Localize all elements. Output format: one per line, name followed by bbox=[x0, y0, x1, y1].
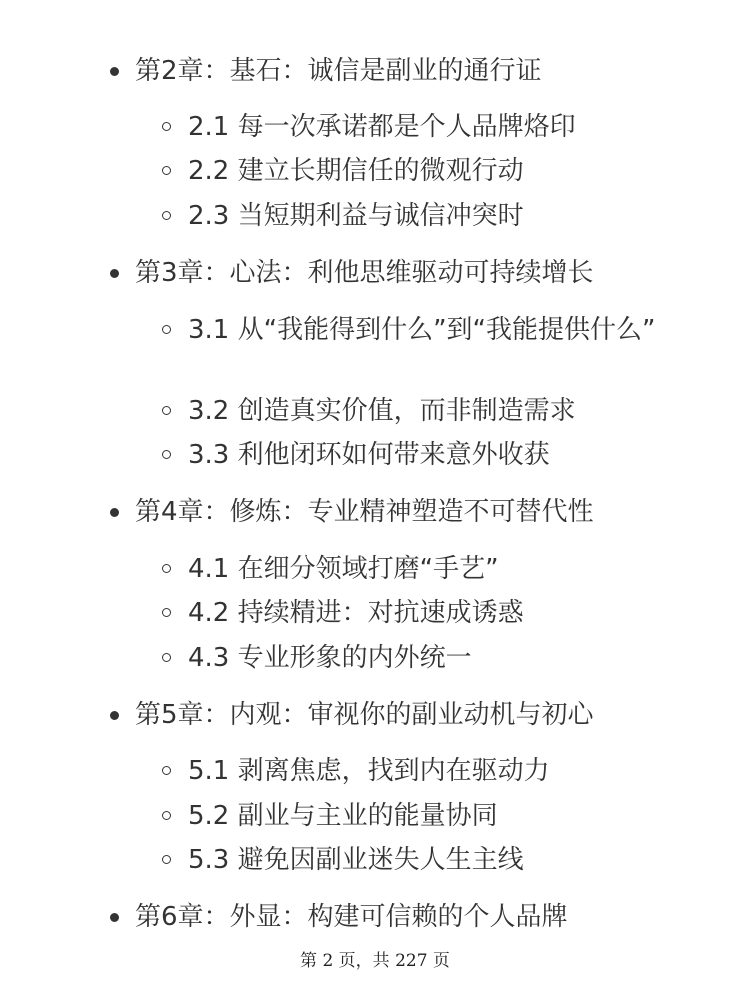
chapter-title: 第4章：修炼：专业精神塑造不可替代性 bbox=[135, 497, 594, 527]
chapter-title: 第6章：外显：构建可信赖的个人品牌 bbox=[135, 902, 568, 932]
section-title: 4.2 持续精进：对抗速成诱惑 bbox=[188, 598, 524, 628]
bullet-circle-icon bbox=[162, 855, 171, 864]
bullet-circle-icon bbox=[162, 811, 171, 820]
chapter-title: 第5章：内观：审视你的副业动机与初心 bbox=[135, 700, 594, 730]
bullet-circle-icon bbox=[162, 766, 171, 775]
section-title: 3.2 创造真实价值，而非制造需求 bbox=[188, 396, 576, 426]
chapter-item[interactable] bbox=[0, 897, 750, 937]
section-title: 3.3 利他闭环如何带来意外收获 bbox=[188, 440, 550, 470]
bullet-circle-icon bbox=[162, 166, 171, 175]
chapter-item[interactable] bbox=[0, 51, 750, 91]
page-number-footer: 第 2 页，共 227 页 bbox=[300, 951, 450, 971]
bullet-circle-icon bbox=[162, 564, 171, 573]
bullet-circle-icon bbox=[162, 211, 171, 220]
bullet-circle-icon bbox=[162, 406, 171, 415]
bullet-disc-icon bbox=[110, 913, 119, 922]
section-title: 3.1 从“我能得到什么”到“我能提供什么” bbox=[188, 315, 656, 345]
bullet-disc-icon bbox=[110, 67, 119, 76]
section-title: 2.3 当短期利益与诚信冲突时 bbox=[188, 201, 524, 231]
chapter-title: 第3章：心法：利他思维驱动可持续增长 bbox=[135, 258, 594, 288]
bullet-circle-icon bbox=[162, 122, 171, 131]
section-title: 2.2 建立长期信任的微观行动 bbox=[188, 156, 524, 186]
bullet-disc-icon bbox=[110, 508, 119, 517]
bullet-disc-icon bbox=[110, 711, 119, 720]
bullet-circle-icon bbox=[162, 608, 171, 617]
section-title: 2.1 每一次承诺都是个人品牌烙印 bbox=[188, 112, 576, 142]
section-title: 5.1 剥离焦虑，找到内在驱动力 bbox=[188, 756, 550, 786]
chapter-title: 第2章：基石：诚信是副业的通行证 bbox=[135, 56, 542, 86]
chapter-item[interactable] bbox=[0, 253, 750, 293]
chapter-item[interactable] bbox=[0, 695, 750, 735]
section-title: 5.3 避免因副业迷失人生主线 bbox=[188, 845, 524, 875]
section-title: 4.3 专业形象的内外统一 bbox=[188, 643, 472, 673]
bullet-disc-icon bbox=[110, 269, 119, 278]
chapter-item[interactable] bbox=[0, 492, 750, 532]
bullet-circle-icon bbox=[162, 653, 171, 662]
bullet-circle-icon bbox=[162, 325, 171, 334]
section-title: 5.2 副业与主业的能量协同 bbox=[188, 801, 498, 831]
bullet-circle-icon bbox=[162, 450, 171, 459]
section-title: 4.1 在细分领域打磨“手艺” bbox=[188, 554, 499, 584]
